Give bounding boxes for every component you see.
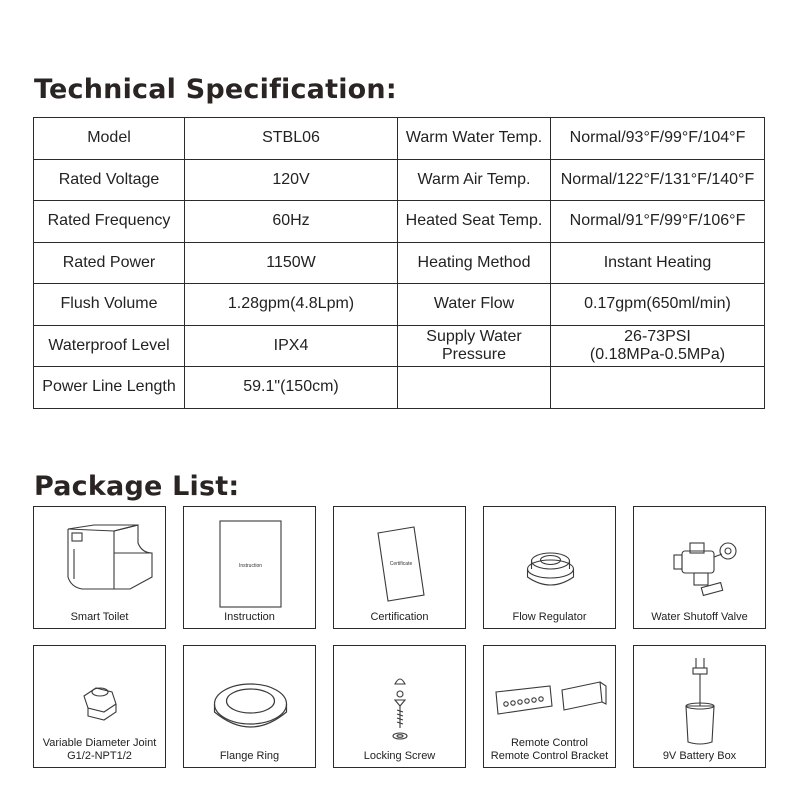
package-item-label: Remote Control Remote Control Bracket (490, 737, 609, 762)
spec-label: Supply Water Pressure (398, 325, 551, 367)
spec-value: Normal/91°F/99°F/106°F (551, 201, 765, 243)
spec-label: Waterproof Level (34, 325, 185, 367)
spec-value (551, 367, 765, 409)
package-item-label: Water Shutoff Valve (651, 611, 748, 623)
certificate-icon (334, 507, 467, 612)
spec-label: Warm Water Temp. (398, 118, 551, 160)
spec-row (34, 242, 765, 284)
spec-row (34, 325, 765, 367)
package-item (483, 506, 616, 629)
spec-label: Flush Volume (34, 284, 185, 326)
package-item-label: Certification (370, 611, 429, 623)
package-item-label: Smart Toilet (70, 611, 129, 623)
spec-label: Power Line Length (34, 367, 185, 409)
package-item (633, 506, 766, 629)
spec-value: 0.17gpm(650ml/min) (551, 284, 765, 326)
spec-value: IPX4 (185, 325, 398, 367)
spec-value: 1150W (185, 242, 398, 284)
certificate-cover-text: Certificate (389, 561, 413, 567)
spec-value: 120V (185, 159, 398, 201)
package-item-label: 9V Battery Box (662, 750, 737, 762)
spec-label: Rated Voltage (34, 159, 185, 201)
package-item (333, 506, 466, 629)
spec-row (34, 159, 765, 201)
spec-label: Rated Power (34, 242, 185, 284)
spec-label (398, 367, 551, 409)
spec-title: Technical Specification: (34, 74, 397, 105)
package-title: Package List: (34, 471, 240, 502)
spec-value: 60Hz (185, 201, 398, 243)
spec-label: Rated Frequency (34, 201, 185, 243)
battery-box-icon (634, 646, 767, 751)
spec-value: 59.1"(150cm) (185, 367, 398, 409)
spec-table (33, 117, 765, 409)
spec-row (34, 284, 765, 326)
spec-label: Heated Seat Temp. (398, 201, 551, 243)
spec-label: Heating Method (398, 242, 551, 284)
spec-value: STBL06 (185, 118, 398, 160)
package-item (33, 645, 166, 768)
package-item-label: Flow Regulator (512, 611, 587, 623)
spec-row (34, 367, 765, 409)
package-item-label: Variable Diameter Joint G1/2-NPT1/2 (42, 737, 157, 762)
spec-value: 1.28gpm(4.8Lpm) (185, 284, 398, 326)
spec-row (34, 118, 765, 160)
spec-label: Warm Air Temp. (398, 159, 551, 201)
smart-toilet-icon (34, 507, 167, 612)
spec-label: Model (34, 118, 185, 160)
spec-value: Normal/122°F/131°F/140°F (551, 159, 765, 201)
instruction-booklet-icon (184, 507, 317, 612)
spec-row (34, 201, 765, 243)
package-item (633, 645, 766, 768)
locking-screw-icon (334, 646, 467, 751)
spec-value: Normal/93°F/99°F/104°F (551, 118, 765, 160)
shutoff-valve-icon (634, 507, 767, 612)
package-item (483, 645, 616, 768)
instruction-cover-text: Instruction (238, 563, 263, 569)
package-item (183, 645, 316, 768)
package-item (333, 645, 466, 768)
package-item (33, 506, 166, 629)
diameter-joint-icon (34, 646, 167, 751)
remote-control-icon (484, 646, 617, 751)
package-item-label: Instruction (224, 611, 275, 623)
spec-label: Water Flow (398, 284, 551, 326)
flange-ring-icon (184, 646, 317, 751)
flow-regulator-icon (484, 507, 617, 612)
package-item-label: Locking Screw (363, 750, 436, 762)
package-item (183, 506, 316, 629)
spec-value: 26-73PSI (0.18MPa-0.5MPa) (551, 325, 765, 367)
package-item-label: Flange Ring (219, 750, 280, 762)
spec-value: Instant Heating (551, 242, 765, 284)
